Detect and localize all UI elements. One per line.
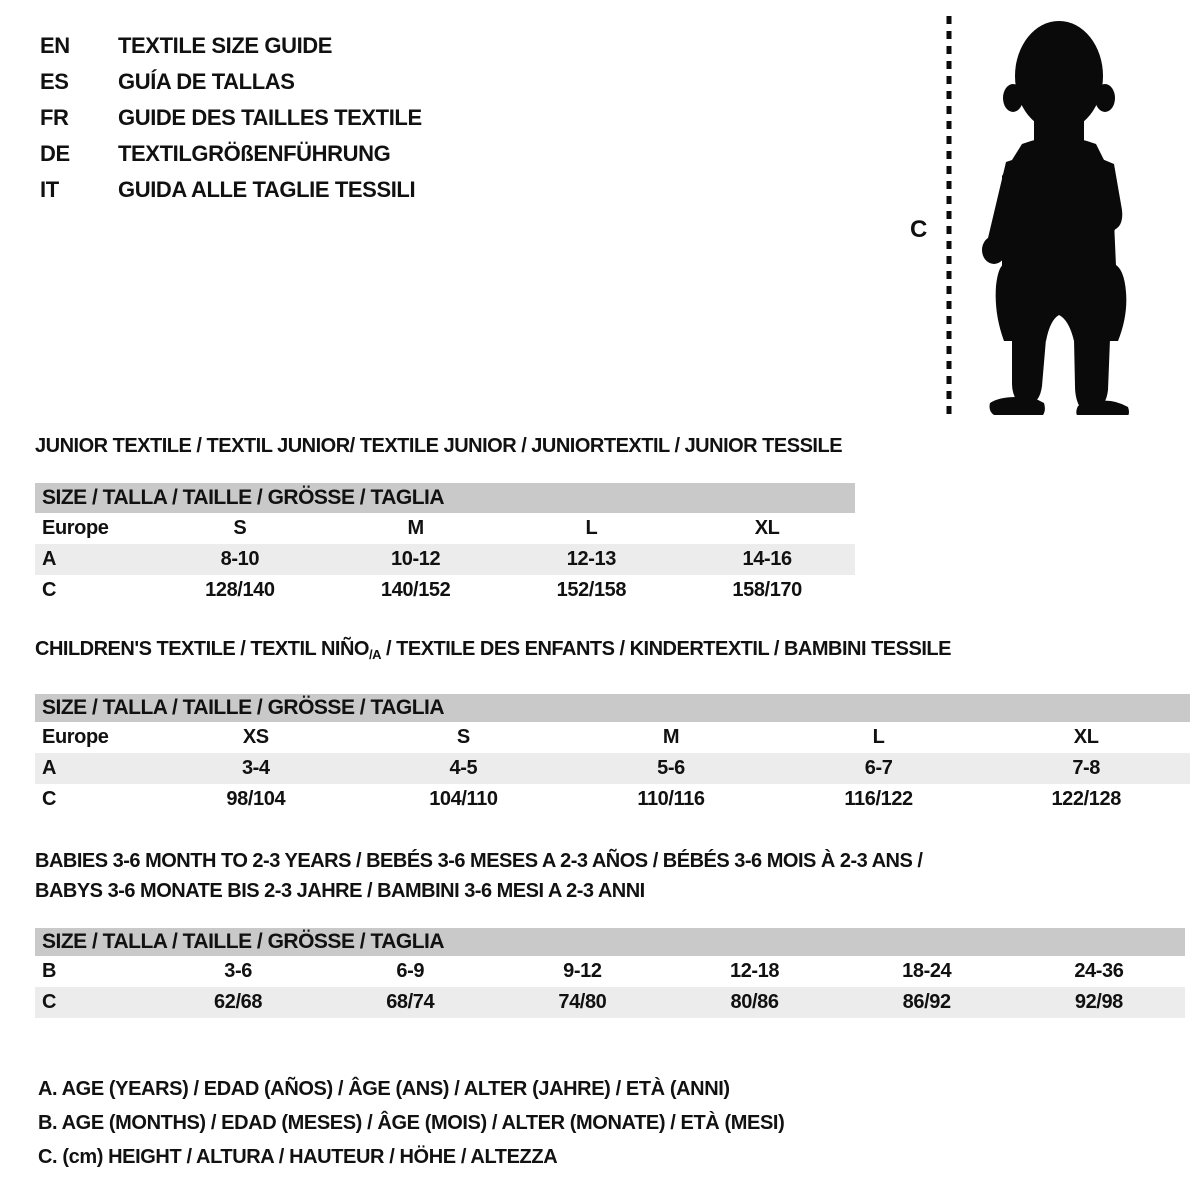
size-cell: 10-12 (391, 548, 441, 570)
size-cell: 152/158 (556, 579, 627, 601)
height-dashed-line-icon (944, 16, 954, 414)
size-cell: 68/74 (386, 991, 435, 1013)
children-section-title (35, 638, 1190, 666)
row-label: C (42, 788, 57, 810)
junior-section-title: JUNIOR TEXTILE / TEXTIL JUNIOR/ TEXTILE JUNIOR / JUNIORTEXTIL / JUNIOR TESSILE (35, 435, 843, 457)
table-row (35, 513, 855, 544)
size-cell: 74/80 (558, 991, 607, 1013)
legend (38, 1072, 784, 1174)
size-cell: M (662, 726, 680, 748)
size-cell: 98/104 (226, 788, 286, 810)
language-code: FR (40, 105, 69, 130)
size-cell: 6-7 (864, 757, 893, 779)
size-cell: L (872, 726, 885, 748)
guide-title: GUIDE DES TAILLES TEXTILE (118, 105, 422, 130)
children-size-header-bar: SIZE / TALLA / TAILLE / GRÖSSE / TAGLIA (35, 694, 1190, 722)
size-cell: M (407, 517, 424, 539)
size-cell: 14-16 (742, 548, 792, 570)
language-code: DE (40, 141, 70, 166)
language-row (40, 136, 422, 172)
language-row (40, 64, 422, 100)
language-row (40, 28, 422, 64)
babies-section-title (35, 846, 1185, 906)
size-cell: 6-9 (396, 960, 425, 982)
table-row (35, 753, 1190, 784)
guide-title: TEXTILE SIZE GUIDE (118, 33, 333, 58)
row-label: B (42, 960, 57, 982)
size-cell: S (233, 517, 247, 539)
size-cell: 7-8 (1072, 757, 1101, 779)
size-cell: 9-12 (563, 960, 602, 982)
size-cell: 12-18 (729, 960, 780, 982)
language-code: EN (40, 33, 70, 58)
language-header (40, 28, 422, 208)
table-row (35, 544, 855, 575)
size-cell: 12-13 (566, 548, 616, 570)
row-label: Europe (42, 726, 109, 748)
table-row (35, 956, 1185, 987)
children-title-after: / TEXTILE DES ENFANTS / KINDERTEXTIL / BAMBINI TESSILE (380, 638, 951, 660)
size-cell: 116/122 (844, 788, 913, 810)
size-cell: 92/98 (1074, 991, 1123, 1013)
size-cell: 80/86 (730, 991, 779, 1013)
height-measure-label: C (910, 216, 928, 243)
size-cell: XL (754, 517, 780, 539)
size-cell: 86/92 (902, 991, 951, 1013)
table-row (35, 987, 1185, 1018)
size-cell: 3-6 (224, 960, 252, 982)
babies-size-table (35, 956, 1185, 1018)
children-title-sub: /A (368, 647, 381, 662)
toddler-silhouette-icon (962, 13, 1167, 415)
legend-line: C. (cm) HEIGHT / ALTURA / HAUTEUR / HÖHE / ALTEZZA (38, 1146, 558, 1168)
size-cell: 110/116 (637, 788, 705, 810)
size-cell: 158/170 (732, 579, 802, 601)
size-cell: 8-10 (220, 548, 260, 570)
table-row (35, 784, 1190, 815)
row-label: Europe (42, 517, 109, 539)
row-label: A (42, 757, 57, 779)
table-row (35, 575, 855, 606)
size-cell: 104/110 (429, 788, 498, 810)
size-cell: 4-5 (449, 757, 478, 779)
junior-size-header-bar: SIZE / TALLA / TAILLE / GRÖSSE / TAGLIA (35, 483, 855, 513)
legend-line: B. AGE (MONTHS) / EDAD (MESES) / ÂGE (MOIS) / ALTER (MONATE) / ETÀ (MESI) (38, 1112, 785, 1134)
row-label: A (42, 548, 57, 570)
babies-title-line-1: BABIES 3-6 MONTH TO 2-3 YEARS / BEBÉS 3-6 MESES A 2-3 AÑOS / BÉBÉS 3-6 MOIS À 2-3 ANS / (35, 850, 923, 872)
children-section (35, 638, 1190, 815)
size-cell: 3-4 (241, 757, 270, 779)
babies-title-line-2: BABYS 3-6 MONATE BIS 2-3 JAHRE / BAMBINI 3-6 MESI A 2-3 ANNI (35, 880, 645, 902)
size-cell: S (456, 726, 470, 748)
size-cell: 62/68 (214, 991, 263, 1013)
size-cell: 140/152 (380, 579, 451, 601)
legend-line: A. AGE (YEARS) / EDAD (AÑOS) / ÂGE (ANS) / ALTER (JAHRE) / ETÀ (ANNI) (38, 1078, 730, 1100)
language-row (40, 100, 422, 136)
size-cell: 24-36 (1074, 960, 1124, 982)
guide-title: TEXTILGRÖßENFÜHRUNG (118, 141, 391, 166)
row-label: C (42, 991, 57, 1013)
size-cell: 128/140 (205, 579, 275, 601)
guide-title: GUÍA DE TALLAS (118, 69, 295, 94)
size-cell: XS (242, 726, 269, 748)
table-row (35, 722, 1190, 753)
babies-section (35, 846, 1185, 1018)
language-code: IT (40, 177, 59, 202)
junior-size-table (35, 513, 855, 606)
size-cell: 18-24 (902, 960, 952, 982)
size-cell: XL (1073, 726, 1099, 748)
babies-size-header-bar: SIZE / TALLA / TAILLE / GRÖSSE / TAGLIA (35, 928, 1185, 956)
children-title-before: CHILDREN'S TEXTILE / TEXTIL NIÑO (35, 638, 369, 660)
junior-section (35, 435, 855, 606)
language-row (40, 172, 422, 208)
size-cell: L (585, 517, 598, 539)
row-label: C (42, 579, 57, 601)
size-cell: 5-6 (657, 757, 685, 779)
language-code: ES (40, 69, 69, 94)
guide-title: GUIDA ALLE TAGLIE TESSILI (118, 177, 416, 202)
children-size-table (35, 722, 1190, 815)
size-cell: 122/128 (1051, 788, 1121, 810)
